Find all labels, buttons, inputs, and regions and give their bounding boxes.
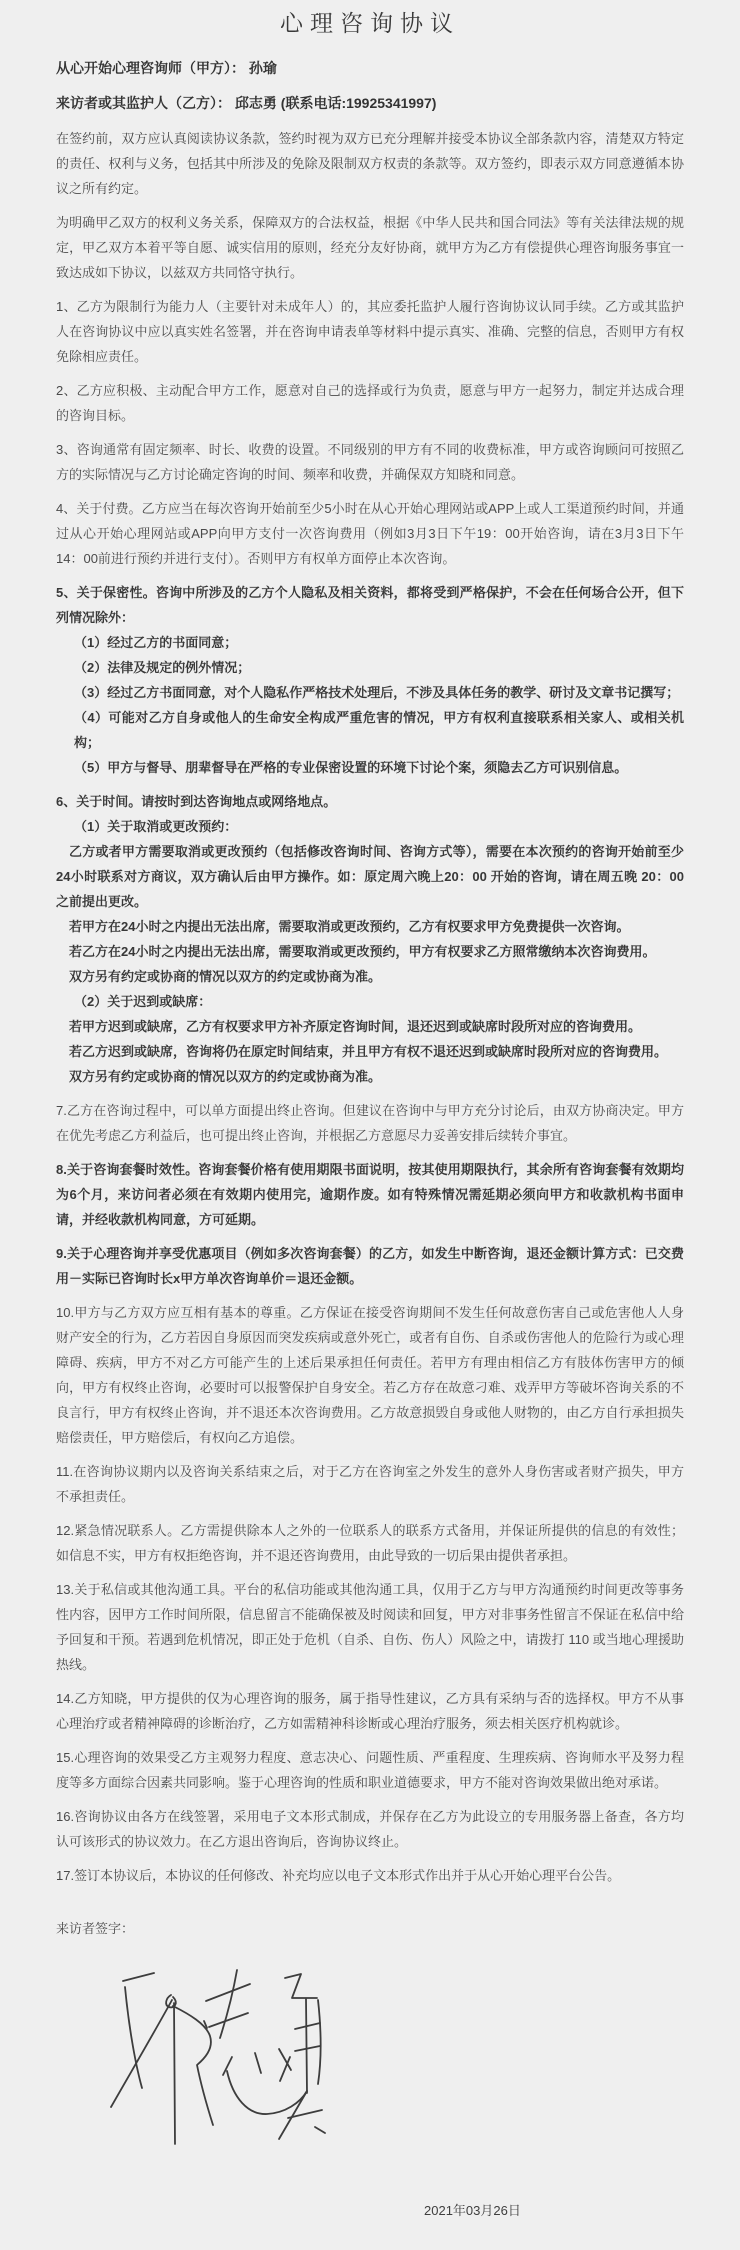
clause-paragraph: （3）经过乙方书面同意，对个人隐私作严格技术处理后，不涉及具体任务的教学、研讨及文章书记撰写； <box>74 685 680 700</box>
party-a-line: 从心开始心理咨询师（甲方）： 孙瑜 <box>56 60 277 76</box>
clause-paragraph: 3、咨询通常有固定频率、时长、收费的设置。不同级别的甲方有不同的收费标准，甲方或咨询顾问可按照乙方的实际情况与乙方讨论确定咨询的时间、频率和收费，并确保双方知晓和同意。 <box>56 442 684 482</box>
clause-paragraph: （4）可能对乙方自身或他人的生命安全构成严重危害的情况，甲方有权利直接联系相关家人、或相关机构； <box>74 710 684 750</box>
clause-paragraph: 14.乙方知晓，甲方提供的仅为心理咨询的服务，属于指导性建议，乙方具有采纳与否的选择权。甲方不从事心理治疗或者精神障碍的诊断治疗，乙方如需精神科诊断或心理治疗服务，须去相关医疗机构就诊。 <box>56 1691 684 1731</box>
signature-label: 来访者签字： <box>56 1921 135 1936</box>
clause-paragraph: 10.甲方与乙方双方应互相有基本的尊重。乙方保证在接受咨询期间不发生任何故意伤害自己或危害他人人身财产安全的行为，乙方若因自身原因而突发疾病或意外死亡，或者有自伤、自杀或伤害他人的危险行为或心理障碍、疾病，甲方不对乙方可能产生的上述后果承担任何责任。若甲方有理由相信乙方有肢体伤害甲方的倾向，甲方有权终止咨询，必要时可以报警保护自身安全。若乙方存在故意刁难、戏弄甲方等破坏咨询关系的不良言行，甲方有权终止咨询，并不退还本次咨询费用。乙方故意损毁自身或他人财物的，由乙方自行承担损失赔偿责任，甲方赔偿后，有权向乙方追偿。 <box>56 1305 684 1445</box>
clause-paragraph: 11.在咨询协议期内以及咨询关系结束之后，对于乙方在咨询室之外发生的意外人身伤害或者财产损失，甲方不承担责任。 <box>56 1464 684 1504</box>
clause-paragraph: 2、乙方应积极、主动配合甲方工作，愿意对自己的选择或行为负责，愿意与甲方一起努力，制定并达成合理的咨询目标。 <box>56 383 684 423</box>
clause-paragraph: 17.签订本协议后，本协议的任何修改、补充均应以电子文本形式作出并于从心开始心理平台公告。 <box>56 1868 621 1883</box>
party-b-line: 来访者或其监护人（乙方）： 邱志勇 (联系电话:19925341997) <box>56 95 437 111</box>
clause-paragraph: 若甲方在24小时之内提出无法出席，需要取消或更改预约，乙方有权要求甲方免费提供一次咨询。 <box>69 919 630 934</box>
clause-paragraph: 13.关于私信或其他沟通工具。平台的私信功能或其他沟通工具，仅用于乙方与甲方沟通预约时间更改等事务性内容，因甲方工作时间所限，信息留言不能确保被及时阅读和回复，甲方对非事务性留言不保证在私信中给予回复和干预。若遇到危机情况，即正处于危机（自杀、自伤、伤人）风险之中，请拨打 110 或当地心理援助热线。 <box>56 1582 684 1672</box>
clause-paragraph: 8.关于咨询套餐时效性。咨询套餐价格有使用期限书面说明，按其使用期限执行，其余所有咨询套餐有效期均为6个月，来访问者必须在有效期内使用完，逾期作废。如有特殊情况需延期必须向甲方和收款机构书面申请，并经收款机构同意，方可延期。 <box>56 1162 684 1227</box>
clause-paragraph: 乙方或者甲方需要取消或更改预约（包括修改咨询时间、咨询方式等），需要在本次预约的咨询开始前至少24小时联系对方商议，双方确认后由甲方操作。如：原定周六晚上20：00 开始的咨询，请在周五晚 20：00 之前提出更改。 <box>56 844 684 909</box>
agreement-document <box>56 0 684 2250</box>
clause-paragraph: （5）甲方与督导、朋辈督导在严格的专业保密设置的环境下讨论个案，须隐去乙方可识别信息。 <box>74 760 628 775</box>
clause-paragraph: 5、关于保密性。咨询中所涉及的乙方个人隐私及相关资料，都将受到严格保护，不会在任何场合公开，但下列情况除外： <box>56 585 684 625</box>
clause-paragraph: 在签约前，双方应认真阅读协议条款，签约时视为双方已充分理解并接受本协议全部条款内容，清楚双方特定的责任、权利与义务，包括其中所涉及的免除及限制双方权责的条款等。双方签约，即表示双方同意遵循本协议之所有约定。 <box>56 131 684 196</box>
clause-paragraph: 若甲方迟到或缺席，乙方有权要求甲方补齐原定咨询时间，退还迟到或缺席时段所对应的咨询费用。 <box>69 1019 642 1034</box>
clause-paragraph: （1）经过乙方的书面同意； <box>74 635 238 650</box>
clause-paragraph: 若乙方迟到或缺席，咨询将仍在原定时间结束，并且甲方有权不退还迟到或缺席时段所对应的咨询费用。 <box>69 1044 668 1059</box>
clause-paragraph: 双方另有约定或协商的情况以双方的约定或协商为准。 <box>69 1069 382 1084</box>
clause-paragraph: 为明确甲乙双方的权利义务关系，保障双方的合法权益，根据《中华人民共和国合同法》等有关法律法规的规定，甲乙双方本着平等自愿、诚实信用的原则，经充分友好协商，就甲方为乙方有偿提供心理咨询服务事宜一致达成如下协议，以兹双方共同恪守执行。 <box>56 215 684 280</box>
clauses <box>56 126 684 1888</box>
clause-paragraph: 15.心理咨询的效果受乙方主观努力程度、意志决心、问题性质、严重程度、生理疾病、咨询师水平及努力程度等多方面综合因素共同影响。鉴于心理咨询的性质和职业道德要求，甲方不能对咨询效果做出绝对承诺。 <box>56 1750 684 1790</box>
clause-paragraph: 16.咨询协议由各方在线签署，采用电子文本形式制成，并保存在乙方为此设立的专用服务器上备查，各方均认可该形式的协议效力。在乙方退出咨询后，咨询协议终止。 <box>56 1809 684 1849</box>
signature-drawing <box>109 1967 331 2149</box>
clause-paragraph: （2）关于迟到或缺席： <box>74 994 212 1009</box>
clause-paragraph: 9.关于心理咨询并享受优惠项目（例如多次咨询套餐）的乙方，如发生中断咨询，退还金额计算方式：已交费用－实际已咨询时长x甲方单次咨询单价＝退还金额。 <box>56 1246 684 1286</box>
clause-paragraph: 若乙方在24小时之内提出无法出席，需要取消或更改预约，甲方有权要求乙方照常缴纳本次咨询费用。 <box>69 944 656 959</box>
clause-paragraph: 4、关于付费。乙方应当在每次咨询开始前至少5小时在从心开始心理网站或APP上或人工渠道预约时间，并通过从心开始心理网站或APP向甲方支付一次咨询费用（例如3月3日下午19：00开始咨询，请在3月3日下午14：00前进行预约并进行支付）。否则甲方有权单方面停止本次咨询。 <box>56 501 684 566</box>
clause-paragraph: 7.乙方在咨询过程中，可以单方面提出终止咨询。但建议在咨询中与甲方充分讨论后，由双方协商决定。甲方在优先考虑乙方利益后，也可提出终止咨询，并根据乙方意愿尽力妥善安排后续转介事宜。 <box>56 1103 684 1143</box>
clause-paragraph: （1）关于取消或更改预约： <box>74 819 238 834</box>
clause-paragraph: 1、乙方为限制行为能力人（主要针对未成年人）的，其应委托监护人履行咨询协议认同手续。乙方或其监护人在咨询协议中应以真实姓名签署，并在咨询申请表单等材料中提示真实、准确、完整的信息，否则甲方有权免除相应责任。 <box>56 299 684 364</box>
clause-paragraph: 双方另有约定或协商的情况以双方的约定或协商为准。 <box>69 969 382 984</box>
clause-paragraph: 6、关于时间。请按时到达咨询地点或网络地点。 <box>56 794 337 809</box>
date: 2021年03月26日 <box>424 2203 521 2218</box>
page-title: 心理咨询协议 <box>280 10 460 36</box>
signature <box>109 1967 331 2149</box>
clause-paragraph: 12.紧急情况联系人。乙方需提供除本人之外的一位联系人的联系方式备用，并保证所提供的信息的有效性；如信息不实，甲方有权拒绝咨询，并不退还咨询费用，由此导致的一切后果由提供者承担。 <box>56 1523 684 1563</box>
clause-paragraph: （2）法律及规定的例外情况； <box>74 660 251 675</box>
